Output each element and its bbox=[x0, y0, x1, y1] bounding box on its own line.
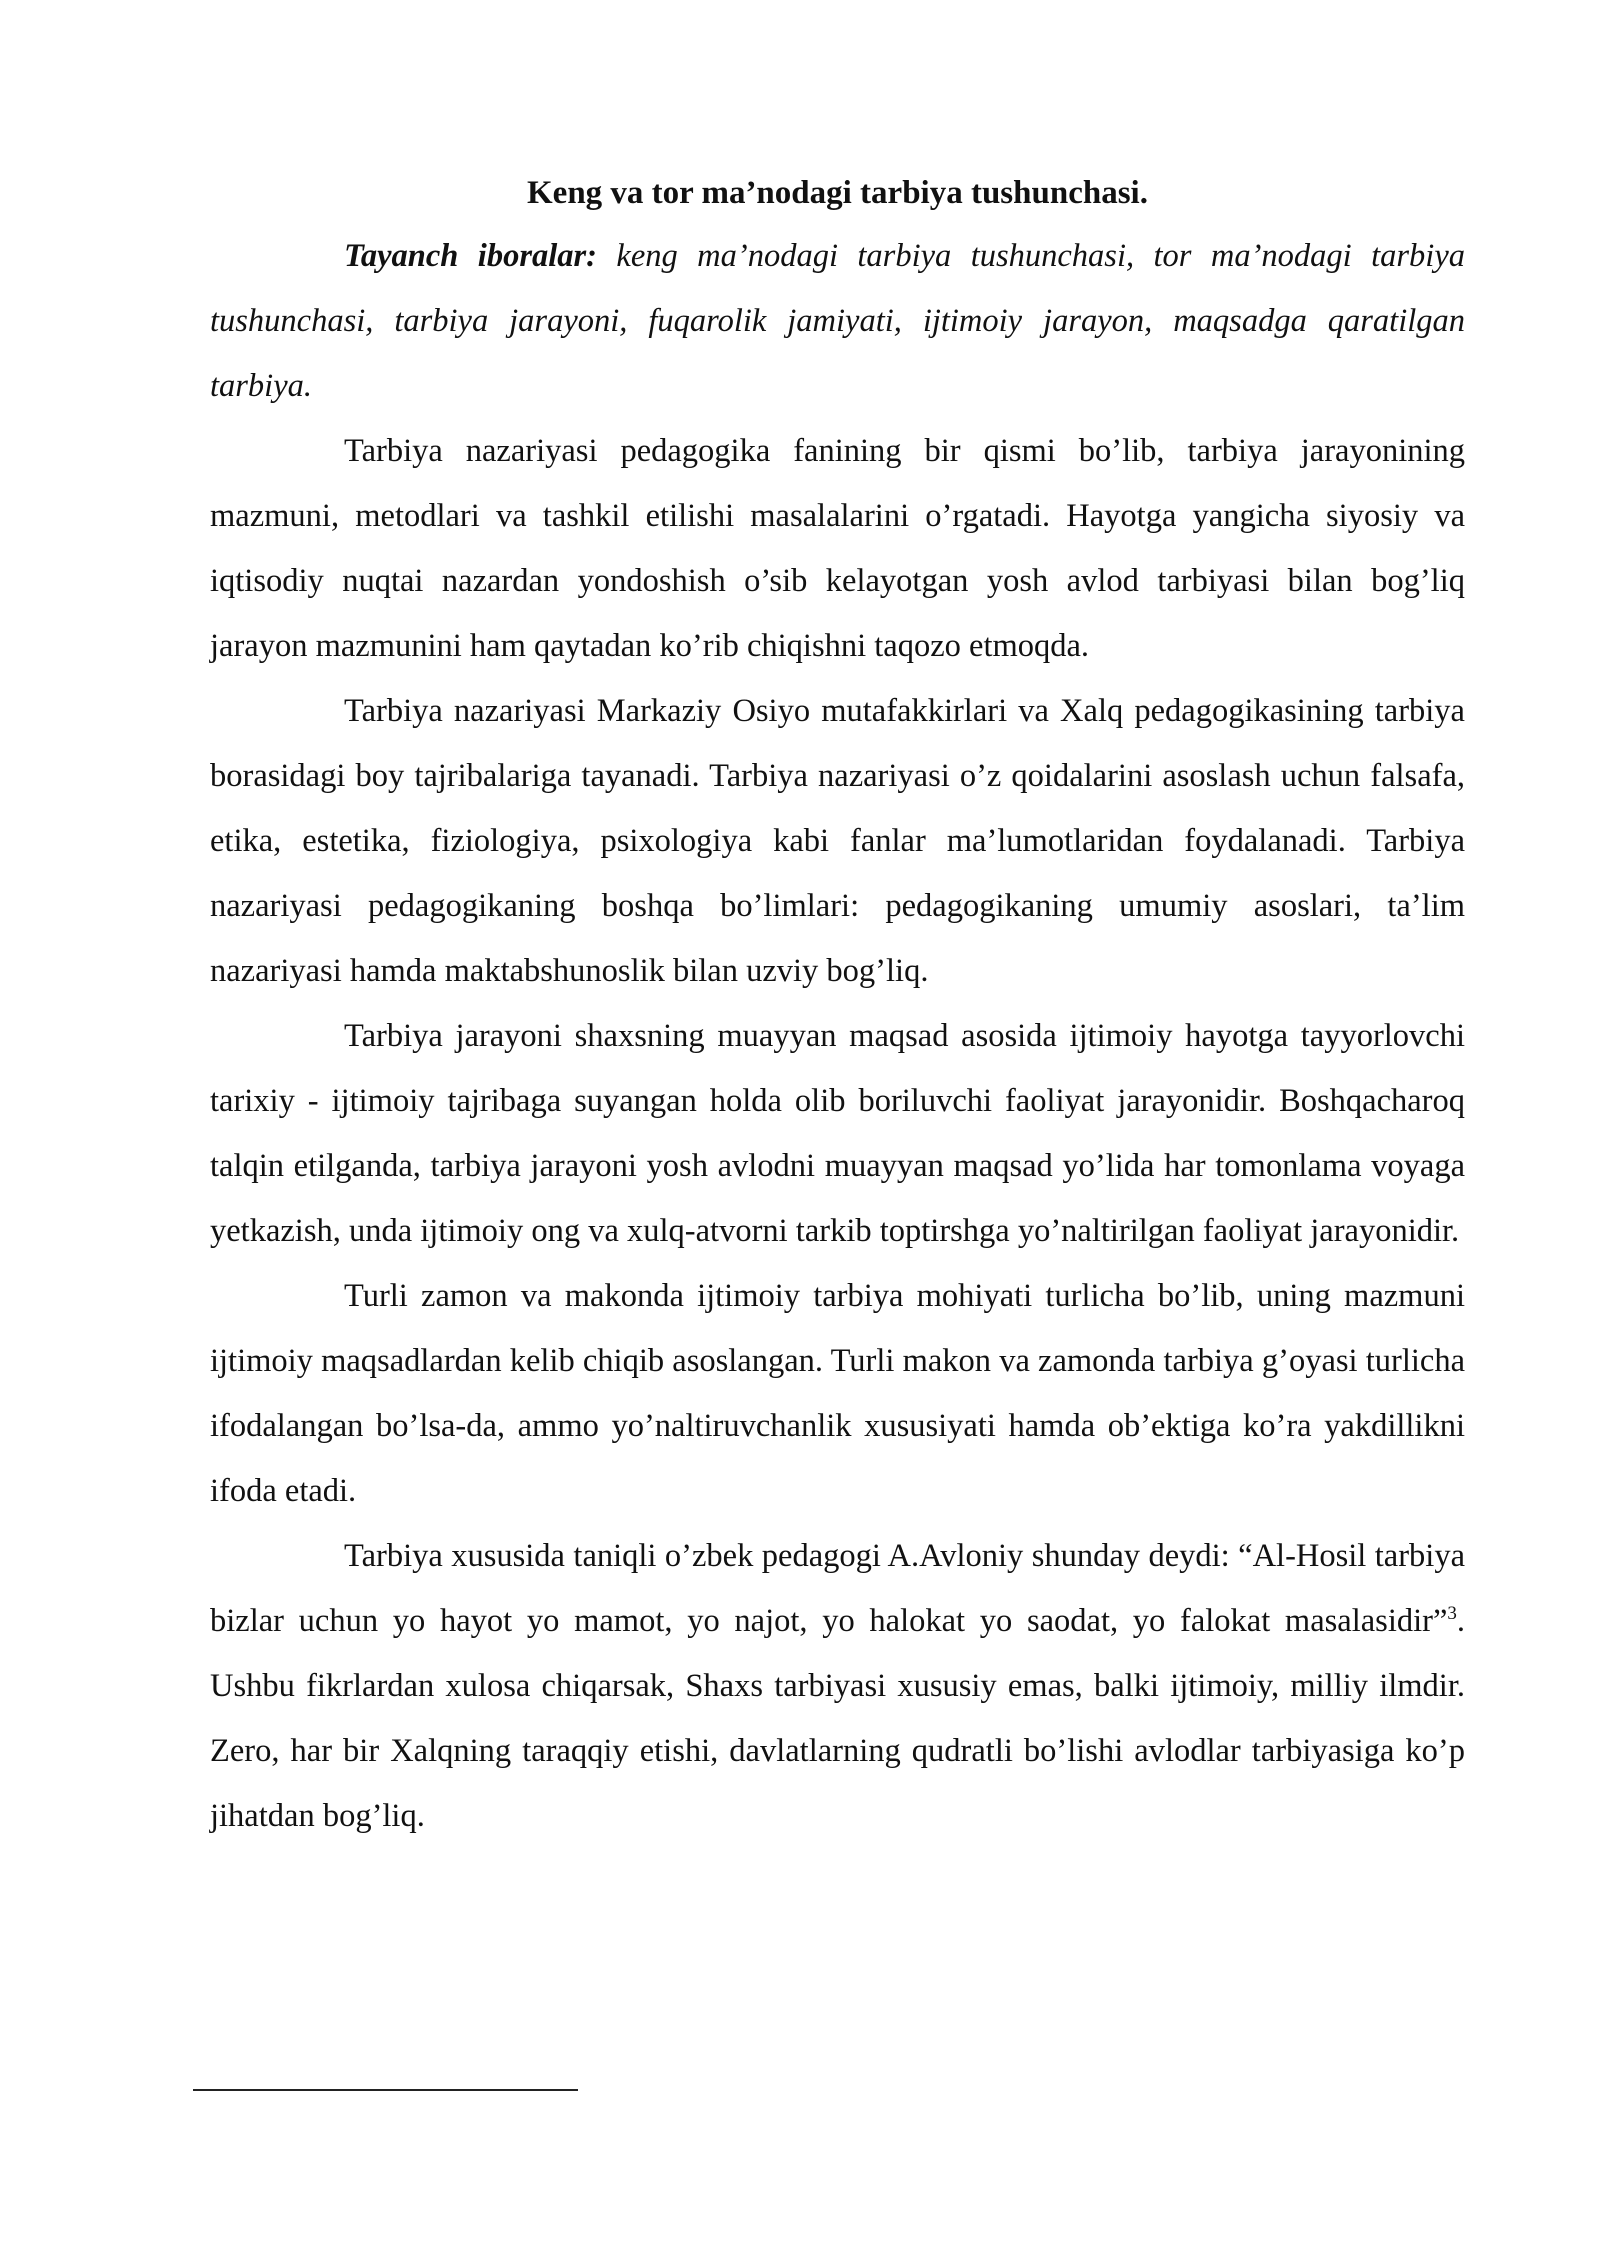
body-paragraph-3: Tarbiya jarayoni shaxsning muayyan maqsad asosida ijtimoiy hayotga tayyorlovchi tarixiy - ijtimoiy tajribaga suyangan holda olib boriluvchi faoliyat jarayonidir. Boshqacharoq talqin etilganda, tarbiya jarayoni yosh avlodni muayyan maqsad yo’lida har tomonlama voyaga yetkazish, unda ijtimoiy ong va xulq-atvorni tarkib toptirshga yo’naltirilgan faoliyat jarayonidir. bbox=[210, 1018, 1465, 1249]
footnote-separator bbox=[193, 2089, 578, 2091]
body-paragraph-2: Tarbiya nazariyasi Markaziy Osiyo mutafakkirlari va Xalq pedagogikasining tarbiya borasidagi boy tajribalariga tayanadi. Tarbiya nazariyasi o’z qoidalarini asoslash uchun falsafa, etika, estetika, fiziologiya, psixologiya kabi fanlar ma’lumotlaridan foydalanadi. Tarbiya nazariyasi pedagogikaning boshqa bo’limlari: pedagogikaning umumiy asoslari, ta’lim nazariyasi hamda maktabshunoslik bilan uzviy bog’liq. bbox=[210, 693, 1465, 989]
keywords-paragraph bbox=[210, 224, 1465, 419]
body-paragraph-4: Turli zamon va makonda ijtimoiy tarbiya mohiyati turlicha bo’lib, uning mazmuni ijtimoiy maqsadlardan kelib chiqib asoslangan. Turli makon va zamonda tarbiya g’oyasi turlicha ifodalangan bo’lsa-da, ammo yo’naltiruvchanlik xususiyati hamda ob’ektiga ko’ra yakdillikni ifoda etadi. bbox=[210, 1278, 1465, 1509]
keywords-text: keng ma’nodagi tarbiya tushunchasi, tor ma’nodagi tarbiya tushunchasi, tarbiya jarayoni, fuqarolik jamiyati, ijtimoiy jarayon, maqsadga qaratilgan tarbiya. bbox=[210, 238, 1465, 404]
conclusion-text: . Ushbu fikrlardan xulosa chiqarsak, Shaxs tarbiyasi xususiy emas, balki ijtimoiy, milliy ilmdir. Zero, har bir Xalqning taraqqiy etishi, davlatlarning qudratli bo’lishi avlodlar tarbiyasiga ko’p jihatdan bog’liq. bbox=[210, 1603, 1465, 1834]
footnote-reference[interactable]: 3 bbox=[1447, 1603, 1457, 1625]
document-page bbox=[210, 172, 1465, 1849]
document-title: Keng va tor ma’nodagi tarbiya tushunchasi. bbox=[527, 175, 1148, 211]
body-paragraph-1: Tarbiya nazariyasi pedagogika fanining bir qismi bo’lib, tarbiya jarayonining mazmuni, metodlari va tashkil etilishi masalalarini o’rgatadi. Hayotga yangicha siyosiy va iqtisodiy nuqtai nazardan yondoshish o’sib kelayotgan yosh avlod tarbiyasi bilan bog’liq jarayon mazmunini ham qaytadan ko’rib chiqishni taqozo etmoqda. bbox=[210, 433, 1465, 664]
body-paragraph-5 bbox=[210, 1524, 1465, 1849]
keywords-label: Tayanch iboralar: bbox=[344, 238, 597, 274]
quote-text: Tarbiya xususida taniqli o’zbek pedagogi A.Avloniy shunday deydi: “Al-Hosil tarbiya bizlar uchun yo hayot yo mamot, yo najot, yo halokat yo saodat, yo falokat masalasidir” bbox=[210, 1538, 1465, 1639]
